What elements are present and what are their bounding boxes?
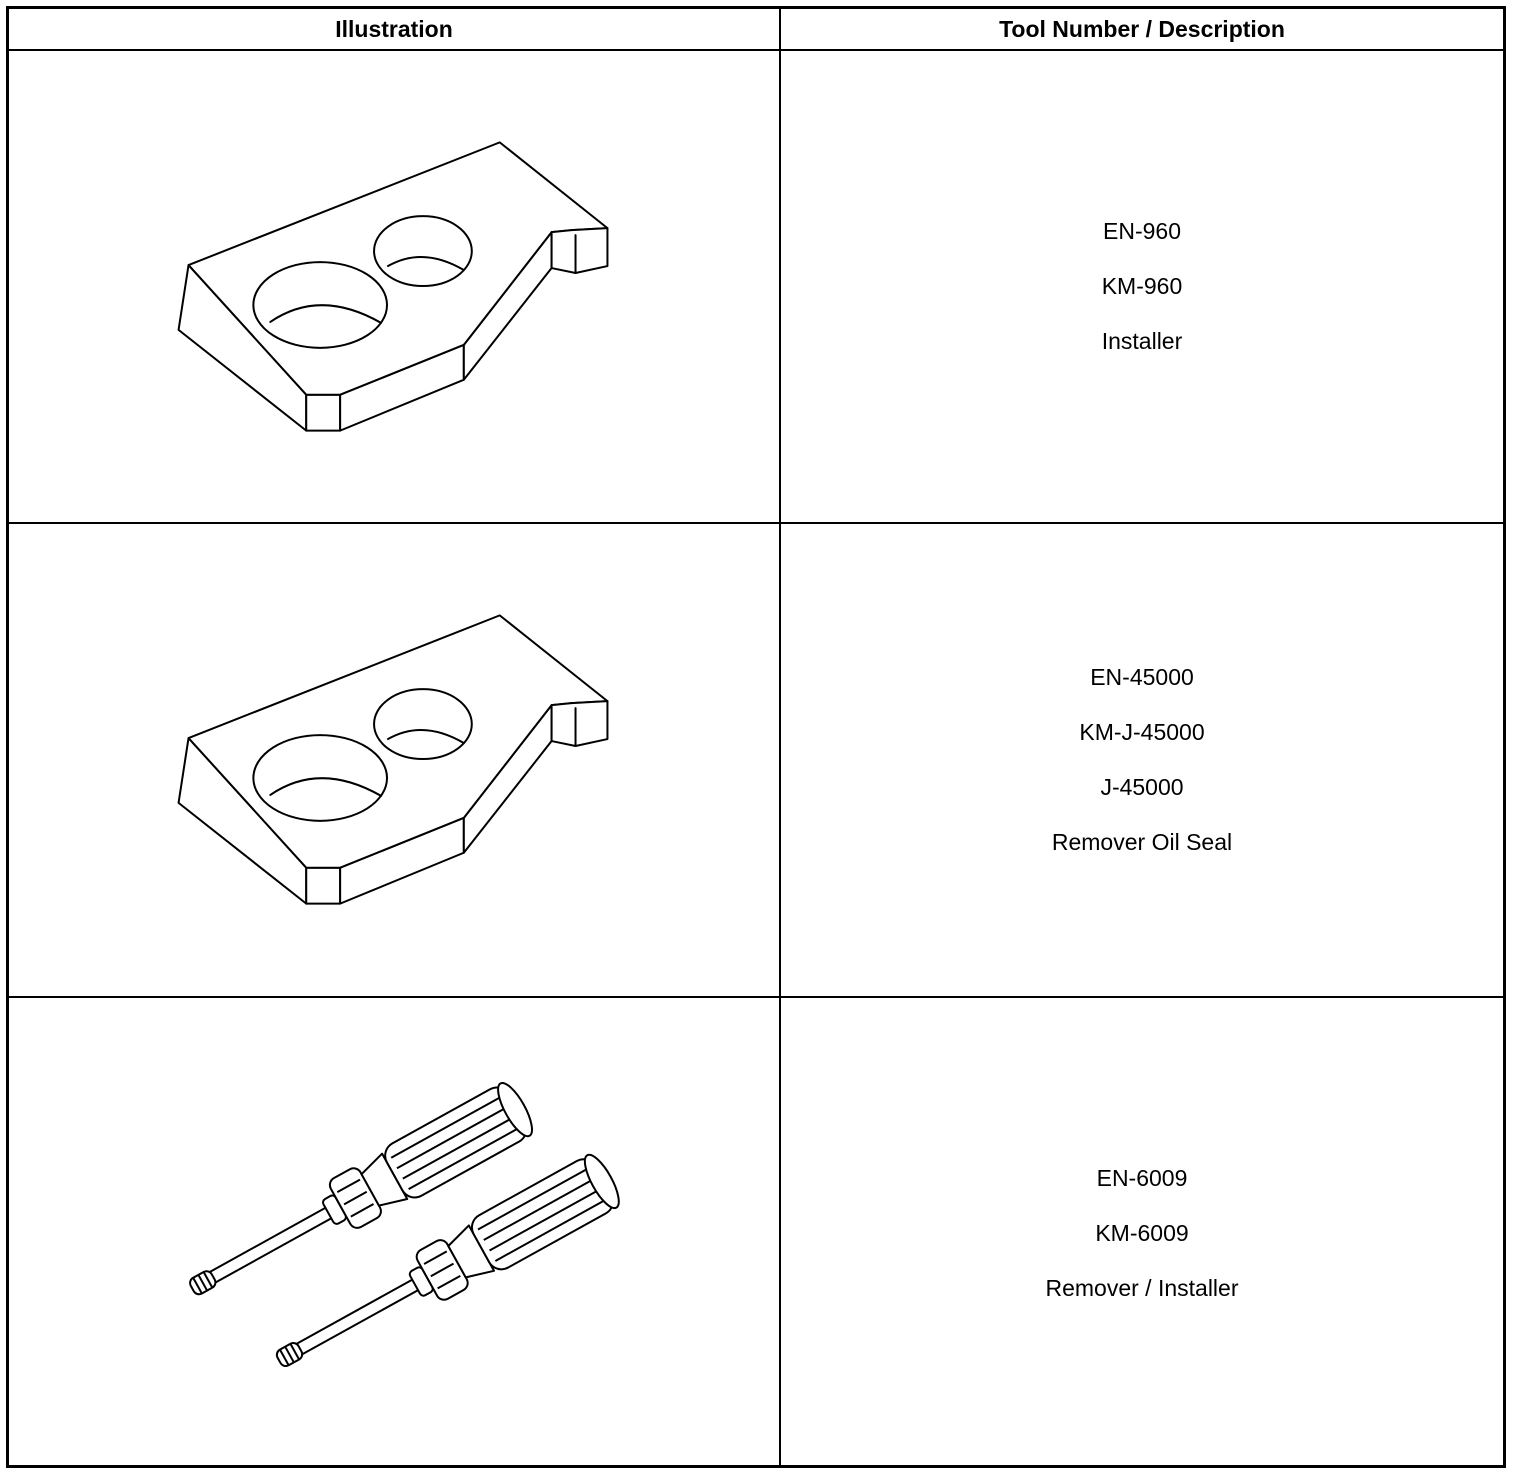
tool-number-en: EN-960 xyxy=(1103,218,1181,244)
tool-number-j: J-45000 xyxy=(1100,774,1184,800)
tool-description: Remover / Installer xyxy=(1045,1274,1239,1301)
tool-description: Remover Oil Seal xyxy=(1051,829,1233,855)
installer-plate-icon xyxy=(9,523,779,997)
special-tools-table xyxy=(6,6,1506,1468)
screwdriver-pair-icon xyxy=(9,998,779,1468)
tool-number-km: KM-J-45000 xyxy=(1079,719,1205,745)
tool-number-km: KM-960 xyxy=(1101,273,1183,299)
table-row-3-description xyxy=(781,998,1503,1468)
tool-number-km: KM-6009 xyxy=(1095,1219,1189,1246)
table-row-2-illustration xyxy=(9,524,781,998)
table-row-3-illustration xyxy=(9,998,781,1468)
tool-number-en: EN-6009 xyxy=(1096,1164,1188,1191)
tool-number-en: EN-45000 xyxy=(1090,664,1194,690)
installer-plate-icon xyxy=(9,50,779,523)
header-tool-description: Tool Number / Description xyxy=(781,9,1503,51)
table-row-1-illustration xyxy=(9,51,781,524)
table-row-2-description xyxy=(781,524,1503,998)
table-row-1-description xyxy=(781,51,1503,524)
tool-description: Installer xyxy=(1101,328,1183,354)
header-illustration: Illustration xyxy=(9,9,781,51)
